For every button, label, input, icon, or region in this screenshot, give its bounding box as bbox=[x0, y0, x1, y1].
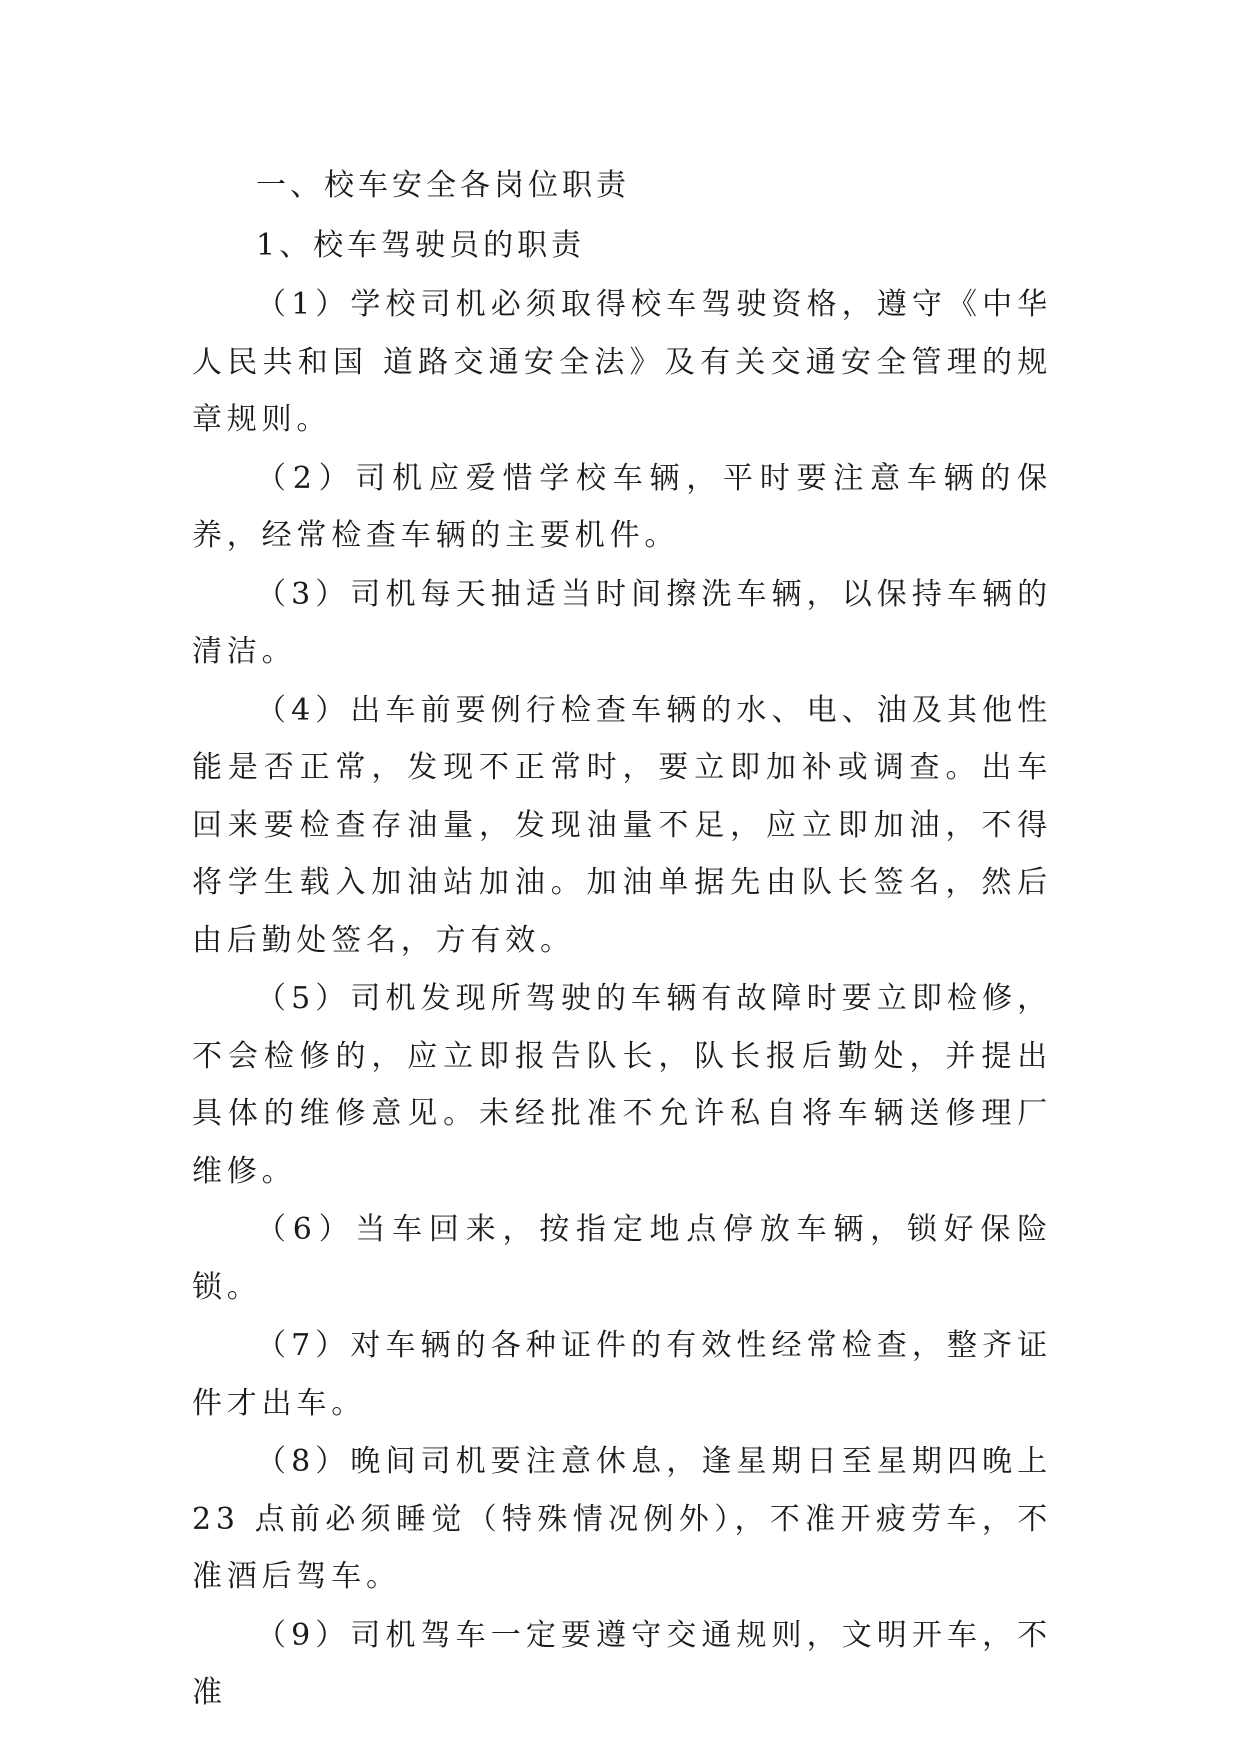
paragraph-3: （3）司机每天抽适当时间擦洗车辆，以保持车辆的清洁。 bbox=[192, 576, 1052, 669]
subsection-heading: 1、校车驾驶员的职责 bbox=[256, 228, 586, 263]
section-heading: 一、校车安全各岗位职责 bbox=[256, 168, 630, 203]
paragraph-4: （4）出车前要例行检查车辆的水、电、油及其他性能是否正常，发现不正常时，要立即加补或调查。出车回来要检查存油量，发现油量不足，应立即加油，不得将学生载入加油站加油。加油单据先由队长签名，然后由后勤处签名，方有效。 bbox=[192, 692, 1052, 958]
paragraph-8: （8）晚间司机要注意休息，逢星期日至星期四晚上 23 点前必须睡觉（特殊情况例外），不准开疲劳车，不准酒后驾车。 bbox=[192, 1444, 1052, 1594]
paragraph-9: （9）司机驾车一定要遵守交通规则，文明开车，不准 bbox=[192, 1617, 1052, 1710]
paragraph-7: （7）对车辆的各种证件的有效性经常检查，整齐证件才出车。 bbox=[192, 1328, 1052, 1421]
paragraph-5: （5）司机发现所驾驶的车辆有故障时要立即检修，不会检修的，应立即报告队长，队长报后勤处，并提出具体的维修意见。未经批准不允许私自将车辆送修理厂维修。 bbox=[192, 981, 1052, 1189]
document-body bbox=[192, 156, 1052, 1723]
paragraph-1: （1）学校司机必须取得校车驾驶资格，遵守《中华人民共和国 道路交通安全法》及有关交通安全管理的规章规则。 bbox=[192, 287, 1052, 437]
paragraph-6: （6）当车回来，按指定地点停放车辆，锁好保险锁。 bbox=[192, 1212, 1052, 1305]
paragraph-2: （2）司机应爱惜学校车辆，平时要注意车辆的保养，经常检查车辆的主要机件。 bbox=[192, 460, 1052, 553]
